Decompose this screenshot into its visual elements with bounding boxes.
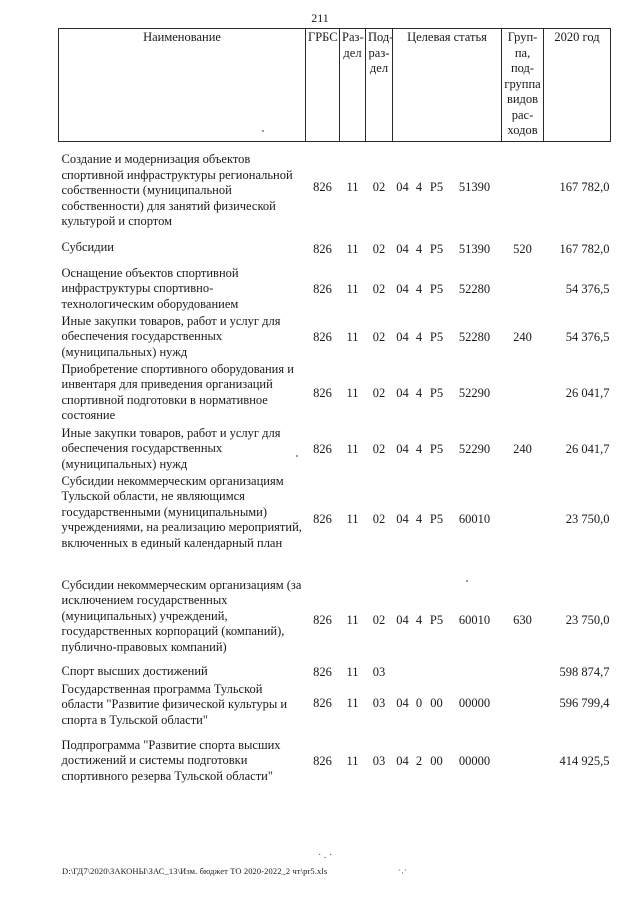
row-cs-code [448, 664, 502, 682]
row-razdel: 11 [346, 664, 359, 679]
row-cs-program: 04 [396, 753, 409, 768]
row-cs-subprogram: 4 [415, 612, 423, 627]
header-group: Груп-па, под-группа видов рас-ходов [502, 29, 544, 142]
row-cs-code: 51390 [458, 241, 491, 256]
row-cs-subprogram: 4 [415, 329, 423, 344]
row-name: Государственная программа Тульской области "Развитие физической культуры и спорта в Тульской области" [61, 681, 288, 727]
row-amount: 414 925,5 [559, 753, 610, 768]
table-row [59, 142, 611, 234]
table-row [59, 362, 611, 426]
row-cs-subprogram: 0 [415, 695, 423, 710]
row-razdel: 11 [346, 385, 359, 400]
header-name: Наименование [59, 29, 306, 142]
row-razdel: 11 [346, 329, 359, 344]
row-name: Иные закупки товаров, работ и услуг для обеспечения государственных (муниципальных) нужд [61, 313, 281, 359]
row-group: 240 [513, 441, 532, 456]
row-amount: 23 750,0 [565, 511, 610, 526]
scan-artifact: · . · [318, 850, 333, 861]
row-cs-code: 52290 [458, 441, 491, 456]
row-amount: 23 750,0 [565, 612, 610, 627]
row-name: Оснащение объектов спортивной инфраструктуры спортивно-технологическим оборудованием [61, 265, 239, 311]
row-grbs: 826 [313, 612, 332, 627]
row-cs-project: Р5 [429, 612, 444, 627]
row-group [502, 738, 544, 786]
row-cs-project: Р5 [429, 241, 444, 256]
row-grbs: 826 [313, 695, 332, 710]
row-grbs: 826 [313, 441, 332, 456]
row-podrazdel: 02 [372, 441, 386, 456]
header-year: 2020 год [544, 29, 611, 142]
row-group: 240 [513, 329, 532, 344]
header-razdel: Раз-дел [340, 29, 366, 142]
row-podrazdel: 02 [372, 385, 386, 400]
row-cs-program: 04 [396, 385, 409, 400]
row-cs-project [426, 664, 448, 682]
row-podrazdel: 02 [372, 329, 386, 344]
row-cs-code: 52280 [458, 281, 491, 296]
row-cs-project: 00 [430, 753, 443, 768]
scan-artifact [466, 580, 468, 582]
page-number: 211 [311, 11, 329, 25]
row-razdel: 11 [346, 753, 359, 768]
table-row [59, 738, 611, 786]
row-podrazdel: 03 [372, 753, 386, 768]
row-podrazdel: 02 [372, 180, 386, 194]
row-cs-subprogram: 4 [415, 385, 423, 400]
row-grbs: 826 [313, 753, 332, 768]
table-row [59, 664, 611, 682]
row-cs-program: 04 [396, 441, 409, 456]
row-name: Создание и модернизация объектов спортивной инфраструктуры региональной собственности (муниципальной собственности) для занятий физической культурой и спортом [61, 152, 293, 228]
row-name: Иные закупки товаров, работ и услуг для обеспечения государственных (муниципальных) нужд [61, 425, 281, 471]
row-amount: 26 041,7 [565, 441, 610, 456]
budget-table [58, 28, 611, 786]
row-amount: 54 376,5 [565, 329, 610, 344]
row-cs-subprogram: 2 [415, 753, 423, 768]
row-cs-code: 60010 [458, 612, 491, 627]
row-cs-project: Р5 [429, 385, 444, 400]
scan-artifact: `·` [398, 868, 407, 878]
row-cs-subprogram [413, 664, 426, 682]
row-cs-program: 04 [396, 612, 409, 627]
row-podrazdel: 02 [372, 241, 386, 256]
row-amount: 167 782,0 [559, 180, 610, 194]
row-cs-code: 51390 [458, 180, 491, 194]
table-header-row [59, 29, 611, 142]
row-cs-program: 04 [396, 695, 409, 710]
row-cs-project: Р5 [429, 180, 444, 194]
row-razdel: 11 [346, 281, 359, 296]
row-cs-subprogram: 4 [415, 441, 423, 456]
row-name: Субсидии некоммерческим организациям Тульской области, не являющимся государственными (муниципальными) учреждениями, на реализацию мероприятий, включенных в единый календарный план [61, 473, 302, 550]
row-cs-project: Р5 [429, 441, 444, 456]
row-group [502, 474, 544, 578]
row-razdel: 11 [346, 241, 359, 256]
row-razdel: 11 [346, 511, 359, 526]
row-amount: 596 799,4 [559, 695, 610, 710]
row-podrazdel: 02 [372, 511, 386, 526]
row-cs-code: 60010 [458, 511, 491, 526]
row-grbs: 826 [313, 241, 332, 256]
row-cs-code: 00000 [458, 695, 491, 710]
row-name: Подпрограмма "Развитие спорта высших достижений и системы подготовки спортивного резерва Тульской области" [61, 737, 281, 783]
row-podrazdel: 03 [372, 664, 386, 679]
table-row [59, 682, 611, 738]
row-razdel: 11 [346, 180, 359, 194]
row-group [502, 266, 544, 314]
row-cs-project: Р5 [429, 281, 444, 296]
row-name: Спорт высших достижений [61, 663, 208, 678]
row-razdel: 11 [346, 612, 359, 627]
header-podrazdel: Под-раз-дел [366, 29, 393, 142]
row-cs-program [393, 664, 413, 682]
row-cs-program: 04 [396, 511, 409, 526]
scan-artifact [296, 455, 298, 457]
row-name: Субсидии некоммерческим организациям (за исключением государственных (муниципальных) учреждений, государственных корпораций (компаний), публично-правовых компаний) [61, 577, 302, 654]
row-cs-program: 04 [396, 241, 409, 256]
table-row [59, 578, 611, 664]
row-cs-project: 00 [430, 695, 443, 710]
row-group: 630 [513, 612, 532, 627]
table-row [59, 234, 611, 266]
row-cs-code: 52290 [458, 385, 491, 400]
row-group [502, 142, 544, 234]
row-grbs: 826 [313, 281, 332, 296]
row-podrazdel: 03 [372, 695, 386, 710]
row-cs-subprogram: 4 [415, 511, 423, 526]
row-amount: 54 376,5 [565, 281, 610, 296]
row-group [502, 664, 544, 682]
row-cs-subprogram: 4 [415, 180, 423, 194]
table-row [59, 426, 611, 474]
row-podrazdel: 02 [372, 281, 386, 296]
row-razdel: 11 [346, 695, 359, 710]
row-cs-code: 00000 [458, 753, 491, 768]
row-cs-program: 04 [396, 329, 409, 344]
row-group [502, 362, 544, 426]
row-cs-program: 04 [396, 180, 409, 194]
row-cs-subprogram: 4 [415, 281, 423, 296]
row-cs-project: Р5 [429, 329, 444, 344]
row-grbs: 826 [313, 180, 332, 194]
table-row [59, 266, 611, 314]
row-name: Субсидии [61, 239, 114, 254]
row-razdel: 11 [346, 441, 359, 456]
footer-file-path: D:\ГД7\2020\ЗАКОНЫ\ЗАС_13\Изм. бюджет ТО 2020-2022_2 чт\pr5.xls [62, 866, 328, 876]
row-cs-program: 04 [396, 281, 409, 296]
row-cs-subprogram: 4 [415, 241, 423, 256]
scan-artifact [262, 130, 264, 132]
header-target-article: Целевая статья [393, 29, 502, 142]
row-grbs: 826 [313, 385, 332, 400]
table-row [59, 314, 611, 362]
header-grbs: ГРБС [306, 29, 340, 142]
row-grbs: 826 [313, 664, 332, 679]
row-amount: 167 782,0 [559, 241, 610, 256]
row-group: 520 [513, 241, 532, 256]
row-cs-code: 52280 [458, 329, 491, 344]
row-amount: 598 874,7 [559, 664, 610, 679]
row-podrazdel: 02 [372, 612, 386, 627]
row-grbs: 826 [313, 511, 332, 526]
row-name: Приобретение спортивного оборудования и инвентаря для приведения организаций спортивной подготовки в нормативное состояние [61, 361, 294, 422]
row-cs-project: Р5 [429, 511, 444, 526]
row-grbs: 826 [313, 329, 332, 344]
row-amount: 26 041,7 [565, 385, 610, 400]
table-row [59, 474, 611, 578]
row-group [502, 682, 544, 738]
